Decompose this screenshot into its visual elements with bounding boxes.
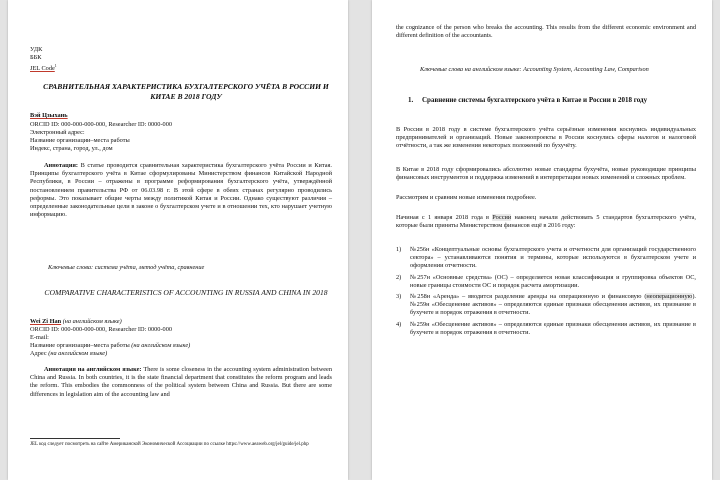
list-item-number: 1) [396,246,402,253]
email-en: E-mail: [30,334,49,341]
orcid-ru: ORCID ID: 000-000-000-000, Researcher ID: 0000-000 [30,121,172,128]
left-page [8,0,348,480]
list-item-text: №259н «Обесценение активов» – определяются единые признаки обесценения активов, их признание в бухучете и порядок отражения в отчетности. [410,320,696,336]
list-item [396,293,696,318]
standards-list [396,246,696,337]
email-ru: Электронный адрес: [30,129,85,136]
footnote: JEL код следует посмотреть на сайте Американской Экономической Ассоциации по ссылке https://www.aeaweb.org/jel/guide/jel.php [30,442,309,447]
address-ru: Индекс, страна, город, ул., дом [30,145,113,152]
section-number: 1. [408,96,414,104]
list-item [396,246,696,271]
list-item-text: №258н «Аренда» – вводится разделение аренды на операционную и финансовую (неоперационную). №259н «Обесценение активов» – определяются единые признаки обесценения активов, их признание в бухучете и порядок отражения в отчетности. [410,293,696,317]
author-name-en: Wei Zi Han [30,318,62,325]
author-name-ru: Вэй Цзыхань [30,112,68,119]
list-item [396,274,696,290]
paragraph-4: Начиная с 1 января 2018 года в России наконец начали действовать 5 стандартов бухгалтерского учёта, которые были приняты Министерством финансов ещё в 2016 году: [396,214,697,230]
address-en-note: (на английском языке) [46,350,108,357]
section-heading [408,96,698,105]
abstract-en-text: There is some closeness in the accounting system administration between China and Russia. In both countries, it is the state financial department that constitutes the reform program and leads the reform. This embodies the commonness of the political system between China and Russia. But there are some differences in legislation aim of the accounting law and [30,366,332,398]
footnote-divider [30,438,120,439]
keywords-ru: Ключевые слова: система учёта, метод учёта, сравнение [48,264,205,271]
abstract-en-label: Аннотация на английском языке: [44,366,142,373]
list-item-number: 2) [396,273,402,281]
address-en: Адрес (на английском языке) [30,350,108,357]
author-en [30,318,122,326]
orcid-en: ORCID ID: 000-000-000-000, Researcher ID: 0000-000 [30,326,172,333]
paragraph-1: В России в 2018 году в системе бухгалтерского учёта серьёзные изменения коснулись индивидуальных предпринимателей и организаций. Новые законопроекты в России коснулись сферы налогов и налоговой отчётности, а так же изменения некоторых положений по бухучёту. [396,126,696,150]
organization-en-note: (на английском языке) [129,342,191,349]
abstract-ru-label: Аннотация: [44,162,78,169]
article-title-en: COMPARATIVE CHARACTERISTICS OF ACCOUNTING IN RUSSIA AND CHINA IN 2018 [44,288,328,297]
keywords-en: Ключевые слова на английском языке: Accounting System, Accounting Law, Comparison [420,66,649,73]
jel-code-text: JEL Code [30,65,55,73]
abstract-en [30,366,332,399]
jel-footnote-mark: 1 [54,63,57,68]
article-title-ru: СРАВНИТЕЛЬНАЯ ХАРАКТЕРИСТИКА БУХГАЛТЕРСКОГО УЧЁТА В РОССИИ И КИТАЕ В 2018 ГОДУ [43,82,329,101]
abstract-ru-text: В статье проводится сравнительная характеристика бухгалтерского учёта России и Китая. Принципы бухгалтерского учёта в Китае сформулированы Министерством финансов Китайской Народной Республики, в России – отражены в программе реформирования бухгалтерского учёта, утверждённой постановлением правительства РФ от 06.03.98 г. В этой сфере в обеих странах регулярно проводились реформы. Это показывает общие черты между политикой Китая и России. Однако существуют различия – определенные законодательные цели в законе о бухгалтерском учете и в отношении тех, кто нарушает учетную информацию. [30,162,332,219]
list-item-text: №257н «Основные средства» (ОС) – определяется новая классификация и группировка объектов ОС, новые границы стоимости ОС и порядок расчета амортизации. [410,273,696,289]
abstract-en-continuation: the cognizance of the person who breaks the accounting. This results from the different economic environment and different definition of the accountants. [396,24,696,40]
jel-code-label [30,62,57,73]
section-title: Сравнение системы бухгалтерского учёта в Китае и России в 2018 году [422,96,648,104]
udc-label: УДК [30,46,43,53]
paragraph-2: В Китае в 2018 году сформировались абсолютно новые стандарты бухучёта, новые руководящие принципы финансовых инструментов и поддержка изменений в интерпретации новых изменений и сложных проблем. [396,166,696,182]
list-item-number: 3) [396,293,402,301]
organization-en: Название организации–места работы (на английском языке) [30,342,191,349]
paragraph-3: Рассмотрим и сравним новые изменения подробнее. [396,194,537,201]
author-en-note: (на английском языке) [61,318,122,325]
bbk-label: ББК [30,54,42,61]
list-item [396,321,696,337]
highlight-russia: России [492,214,512,221]
highlight-nonoperational: неоперационную [646,293,693,301]
right-page [372,0,712,480]
abstract-ru [30,162,332,219]
list-item-number: 4) [396,320,402,328]
list-item-text: №256н «Концептуальные основы бухгалтерского учета и отчетности для организаций государственного сектора» – устанавливаются понятия и термины, которые используются в бухгалтерском учете и оформлении отчетности. [410,246,696,270]
organization-ru: Название организации–места работы [30,137,130,144]
